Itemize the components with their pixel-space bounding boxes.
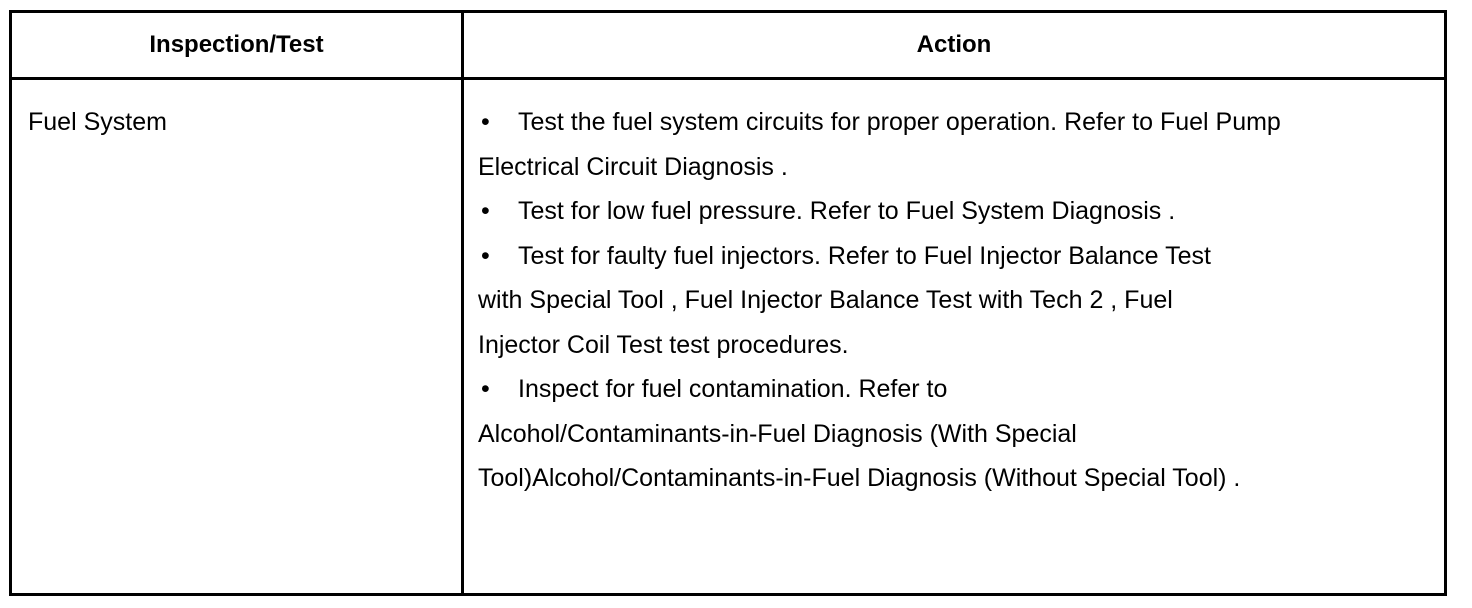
action-text: Tool)Alcohol/Contaminants-in-Fuel Diagnosis (Without Special Tool) . [478, 464, 1241, 492]
action-text: Test the fuel system circuits for proper operation. Refer to Fuel Pump [518, 108, 1281, 136]
action-line [478, 145, 1378, 190]
bullet-marker: • [481, 197, 490, 225]
bullet-marker: • [481, 375, 490, 403]
bullet-marker: • [481, 108, 490, 136]
action-text: Inspect for fuel contamination. Refer to [518, 375, 948, 403]
bullet-marker: • [481, 241, 490, 270]
action-line [478, 189, 1378, 234]
action-text: Alcohol/Contaminants-in-Fuel Diagnosis (With Special [478, 419, 1077, 448]
action-text: Electrical Circuit Diagnosis . [478, 152, 788, 181]
action-text: Injector Coil Test test procedures. [478, 330, 849, 359]
action-line [478, 234, 1378, 279]
action-line [478, 367, 1378, 412]
action-line [478, 100, 1378, 145]
header-divider [12, 77, 1444, 80]
action-line [478, 278, 1378, 323]
header-inspection-test: Inspection/Test [149, 31, 324, 58]
inspection-action-table [9, 10, 1447, 596]
header-action: Action [916, 31, 992, 58]
action-line [478, 323, 1378, 368]
cell-inspection: Fuel System [28, 108, 167, 136]
action-line [478, 456, 1378, 501]
action-text: with Special Tool , Fuel Injector Balance Test with Tech 2 , Fuel [478, 286, 1173, 314]
action-text: Test for faulty fuel injectors. Refer to Fuel Injector Balance Test [518, 241, 1211, 270]
cell-action [478, 100, 1378, 501]
action-text: Test for low fuel pressure. Refer to Fuel System Diagnosis . [518, 197, 1176, 225]
column-divider [461, 13, 464, 593]
action-line [478, 412, 1378, 457]
